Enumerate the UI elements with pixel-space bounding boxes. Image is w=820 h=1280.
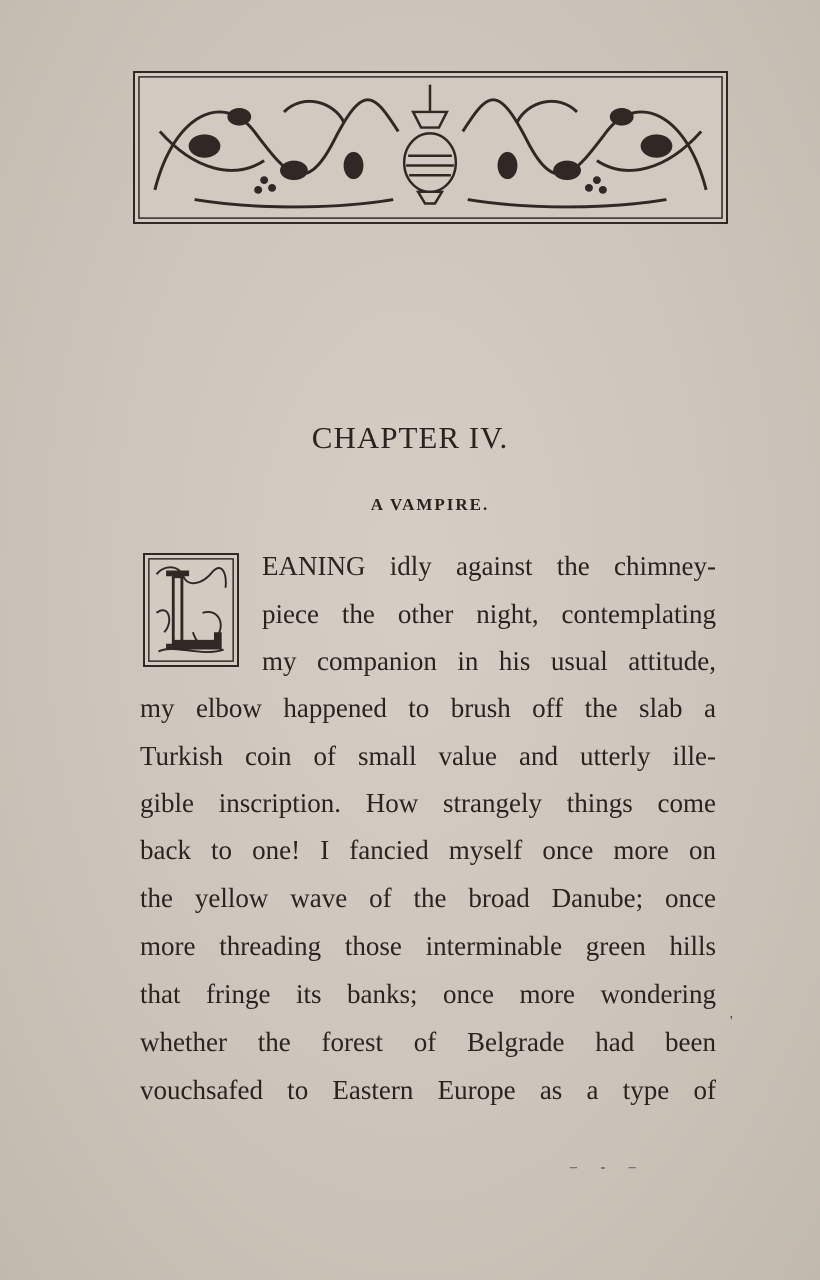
ornamental-headpiece <box>133 71 728 224</box>
ornamental-letter-l-icon <box>145 555 237 665</box>
text-line: piece the other night, contemplating <box>262 599 716 629</box>
chapter-subtitle: A VAMPIRE. <box>370 495 490 514</box>
text-line: my companion in his usual attitude, <box>262 646 716 676</box>
drop-cap-initial <box>143 553 239 667</box>
text-line: gible inscription. How strangely things come <box>140 788 716 818</box>
text-line: back to one! I fancied myself once more on <box>140 835 716 865</box>
vine-urn-ornament-icon <box>135 73 726 222</box>
text-line: my elbow happened to brush off the slab a <box>140 693 716 723</box>
stray-ink-mark: – - – <box>570 1160 646 1175</box>
text-line: vouchsafed to Eastern Europe as a type of <box>140 1075 716 1105</box>
text-line: that fringe its banks; once more wondering <box>140 979 716 1009</box>
text-line: the yellow wave of the broad Danube; once <box>140 883 716 913</box>
stray-ink-mark: ' <box>730 1014 733 1029</box>
text-line: Turkish coin of small value and utterly ille- <box>140 741 716 771</box>
text-line: EANING idly against the chimney- <box>262 551 716 581</box>
text-line: whether the forest of Belgrade had been <box>140 1027 716 1057</box>
chapter-title: CHAPTER IV. <box>311 420 509 455</box>
text-line: more threading those interminable green hills <box>140 931 716 961</box>
